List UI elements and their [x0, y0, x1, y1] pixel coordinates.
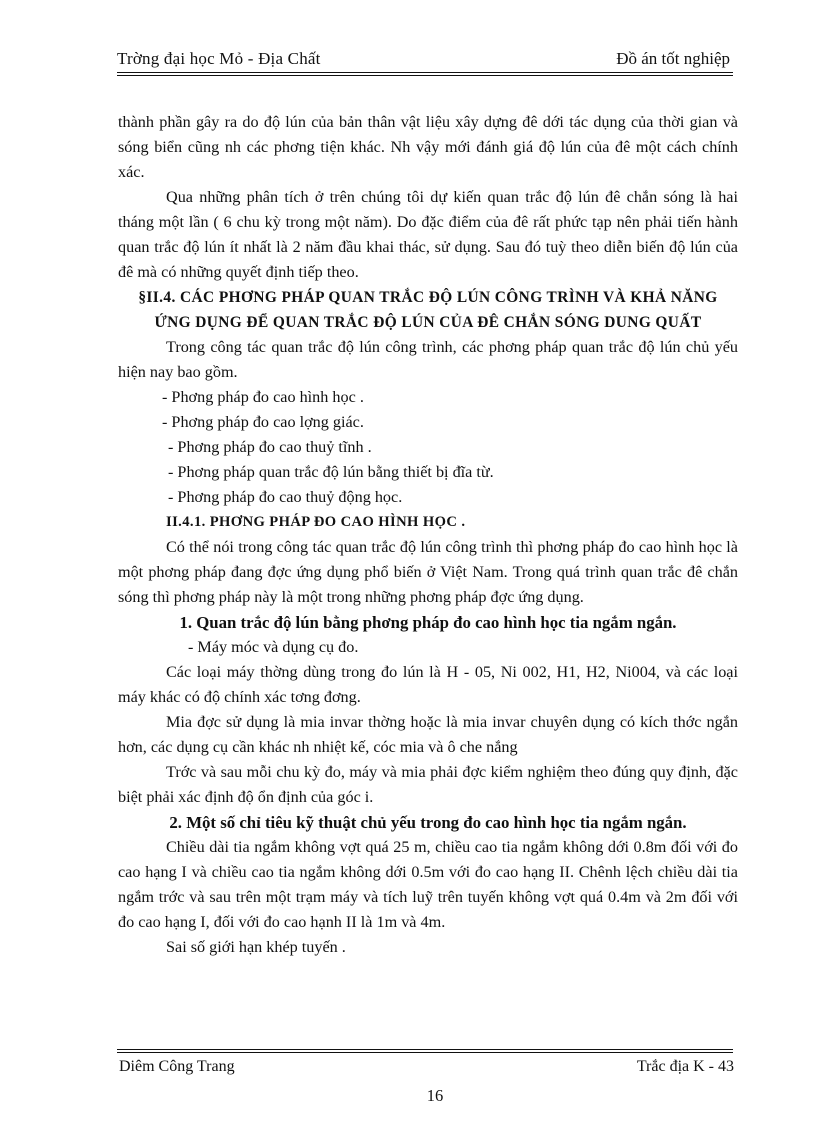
section-intro: Trong công tác quan trắc độ lún công trình, các phơng pháp quan trắc độ lún chủ yếu hiện nay bao gồm.	[118, 338, 738, 381]
header-university: Trờng đại học Mỏ - Địa Chất	[117, 49, 321, 68]
subsection-paragraph: Có thể nói trong công tác quan trắc độ lún công trình thì phơng pháp đo cao hình học là một phơng pháp đang đợc ứng dụng phổ biến ở Việt Nam. Trong quá trình quan trắc đê chắn sóng thì phơng pháp này là một trong những phơng pháp đợc ứng dụng.	[118, 538, 738, 606]
method-list-item: - Phơng pháp quan trắc độ lún bằng thiết bị đĩa từ.	[168, 463, 494, 481]
header-rule	[117, 72, 733, 73]
paragraph-continuation: thành phần gây ra do độ lún của bản thân vật liệu xây dựng đê dới tác dụng của thời gian và sóng biển cũng nh các phơng tiện khác. Nh vậy mới đánh giá độ lún của đê một cách chính xác.	[118, 113, 738, 181]
page-body	[118, 110, 738, 960]
footer-author: Diêm Công Trang	[119, 1058, 235, 1075]
closure-error-paragraph: Sai số giới hạn khép tuyến .	[166, 938, 346, 956]
footer-rule	[117, 1049, 733, 1050]
calibration-paragraph: Trớc và sau mỗi chu kỳ đo, máy và mia phải đợc kiểm nghiệm theo đúng quy định, đặc biệt phải xác định độ ổn định của góc i.	[118, 763, 738, 806]
equipment-item: - Máy móc và dụng cụ đo.	[188, 638, 359, 656]
page-header	[117, 46, 732, 72]
page-number: 16	[426, 1086, 444, 1105]
staff-paragraph: Mia đợc sử dụng là mia invar thờng hoặc là mia invar chuyên dụng có kích thớc ngắn hơn, các dụng cụ cần khác nh nhiệt kế, cóc mia và ô che nắng	[118, 713, 738, 756]
method-list-item: - Phơng pháp đo cao thuỷ động học.	[168, 488, 403, 506]
instrument-types-paragraph: Các loại máy thờng dùng trong đo lún là H - 05, Ni 002, H1, H2, Ni004, và các loại máy khác có độ chính xác tơng đơng.	[118, 663, 738, 706]
method-list-item: - Phơng pháp đo cao lợng giác.	[162, 413, 364, 431]
header-rule-thin	[117, 75, 733, 76]
technical-criteria-paragraph: Chiều dài tia ngắm không vợt quá 25 m, chiều cao tia ngắm không dới 0.8m đối với đo cao hạng I và chiều cao tia ngắm không dới 0.5m với đo cao hạng II. Chênh lệch chiều dài tia ngắm trớc và sau trên một trạm máy và tích luỹ trên tuyến không vợt quá 0.4m và 2m đối với đo cao hạng I, đối với đo cao hạnh II là 1m và 4m.	[118, 838, 738, 931]
part2-heading: 2. Một số chỉ tiêu kỹ thuật chủ yếu trong đo cao hình học tia ngắm ngắn.	[169, 813, 687, 832]
method-list-item: - Phơng pháp đo cao hình học .	[162, 388, 364, 406]
part1-heading: 1. Quan trắc độ lún bằng phơng pháp đo cao hình học tia ngắm ngắn.	[179, 613, 677, 632]
paragraph-monitoring-plan: Qua những phân tích ở trên chúng tôi dự kiến quan trắc độ lún đê chắn sóng là hai tháng một lần ( 6 chu kỳ trong một năm). Do đặc điểm của đê rất phức tạp nên phải tiến hành quan trắc độ lún ít nhất là 2 năm đầu khai thác, sử dụng. Sau đó tuỳ theo diễn biến độ lún của đê mà có những quyết định tiếp theo.	[118, 188, 738, 281]
page-footer	[117, 1058, 734, 1080]
method-list-item: - Phơng pháp đo cao thuỷ tĩnh .	[168, 438, 372, 456]
subsection-heading: II.4.1. PHƠNG PHÁP ĐO CAO HÌNH HỌC .	[166, 514, 466, 530]
footer-rule-thin	[117, 1052, 733, 1053]
header-document-type: Đồ án tốt nghiệp	[616, 49, 730, 68]
section-heading: §II.4. CÁC PHƠNG PHÁP QUAN TRẮC ĐỘ LÚN CÔNG TRÌNH VÀ KHẢ NĂNG ỨNG DỤNG ĐỂ QUAN TRẮC ĐỘ LÚN CỦA ĐÊ CHẮN SÓNG DUNG QUẤT	[138, 289, 718, 331]
footer-class: Trắc địa K - 43	[636, 1058, 734, 1075]
